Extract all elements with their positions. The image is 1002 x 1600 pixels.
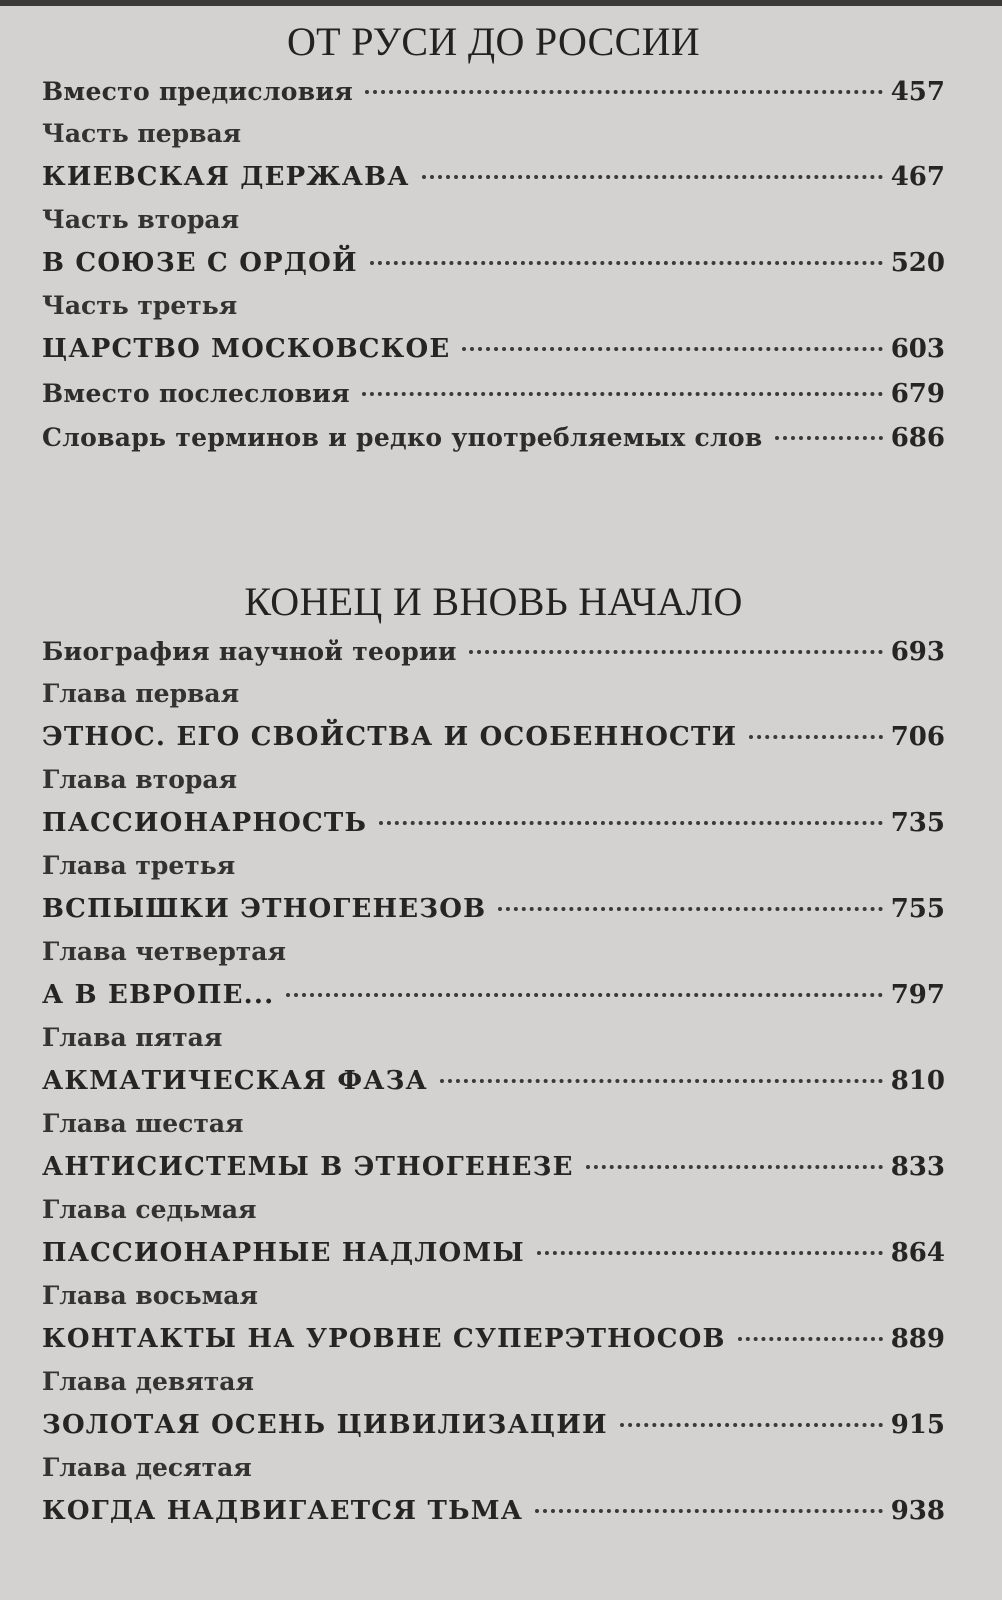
- entry-title: ЦАРСТВО МОСКОВСКОЕ: [42, 334, 451, 364]
- toc-entry[interactable]: [42, 932, 945, 1018]
- entry-label: Глава восьмая: [42, 1281, 258, 1310]
- entry-title: ЭТНОС. ЕГО СВОЙСТВА И ОСОБЕННОСТИ: [42, 722, 738, 752]
- toc-entry[interactable]: [42, 1448, 945, 1534]
- entry-page-number: 603: [890, 334, 945, 364]
- toc-entry[interactable]: [42, 114, 945, 200]
- entry-label: Глава шестая: [42, 1109, 244, 1138]
- dot-leader: [586, 1165, 883, 1169]
- entry-page-number: 457: [890, 77, 945, 107]
- dot-leader: [370, 261, 883, 265]
- entry-label: Глава четвертая: [42, 937, 286, 966]
- entry-label: Глава первая: [42, 679, 240, 708]
- entry-title: ПАССИОНАРНОСТЬ: [42, 808, 368, 838]
- entry-page-number: 889: [890, 1324, 945, 1354]
- entry-label: Глава пятая: [42, 1023, 223, 1052]
- entry-page-number: 693: [890, 637, 945, 667]
- entry-page-number: 706: [890, 722, 945, 752]
- entry-page-number: 679: [890, 379, 945, 409]
- entry-label: Глава третья: [42, 851, 236, 880]
- dot-leader: [286, 993, 882, 997]
- toc-entry[interactable]: [42, 760, 945, 846]
- entry-page-number: 735: [890, 808, 945, 838]
- entry-title: ВСПЫШКИ ЭТНОГЕНЕЗОВ: [42, 894, 487, 924]
- toc-entry[interactable]: [42, 286, 945, 372]
- dot-leader: [440, 1079, 883, 1083]
- entry-label: Глава десятая: [42, 1453, 252, 1482]
- entry-label: Глава седьмая: [42, 1195, 257, 1224]
- entry-label: Часть вторая: [42, 205, 240, 234]
- toc-entry[interactable]: [42, 674, 945, 760]
- dot-leader: [535, 1509, 883, 1513]
- toc-entry[interactable]: [42, 846, 945, 932]
- toc-entry[interactable]: [42, 200, 945, 286]
- dot-leader: [498, 907, 882, 911]
- entry-page-number: 686: [890, 423, 945, 453]
- toc-entry[interactable]: [42, 1362, 945, 1448]
- toc-entry[interactable]: [42, 1276, 945, 1362]
- entry-page-number: 938: [890, 1496, 945, 1526]
- toc-entry[interactable]: [42, 416, 945, 460]
- entry-title: Словарь терминов и редко употребляемых слов: [42, 423, 763, 452]
- entry-label: Глава девятая: [42, 1367, 254, 1396]
- entry-page-number: 833: [890, 1152, 945, 1182]
- entry-title: Вместо послесловия: [42, 379, 350, 408]
- top-rule: [0, 0, 1002, 6]
- entry-title: Биография научной теории: [42, 637, 457, 666]
- dot-leader: [362, 392, 883, 396]
- toc-entry[interactable]: [42, 1104, 945, 1190]
- entry-title: В СОЮЗЕ С ОРДОЙ: [42, 248, 358, 278]
- entry-page-number: 810: [890, 1066, 945, 1096]
- toc-section: [42, 14, 945, 460]
- toc-entry[interactable]: [42, 630, 945, 674]
- toc-entry[interactable]: [42, 1018, 945, 1104]
- dot-leader: [749, 735, 882, 739]
- entry-title: Вместо предисловия: [42, 77, 354, 106]
- entry-title: ЗОЛОТАЯ ОСЕНЬ ЦИВИЛИЗАЦИИ: [42, 1410, 608, 1440]
- entry-title: КОГДА НАДВИГАЕТСЯ ТЬМА: [42, 1496, 524, 1526]
- dot-leader: [775, 436, 883, 440]
- entry-title: А В ЕВРОПЕ...: [42, 980, 275, 1010]
- entry-page-number: 467: [890, 162, 945, 192]
- entry-title: ПАССИОНАРНЫЕ НАДЛОМЫ: [42, 1238, 525, 1268]
- toc-entry[interactable]: [42, 70, 945, 114]
- dot-leader: [365, 90, 883, 94]
- dot-leader: [422, 175, 883, 179]
- toc-entry[interactable]: [42, 372, 945, 416]
- entry-page-number: 864: [890, 1238, 945, 1268]
- entry-label: Часть первая: [42, 119, 242, 148]
- entry-label: Часть третья: [42, 291, 238, 320]
- entry-title: КОНТАКТЫ НА УРОВНЕ СУПЕРЭТНОСОВ: [42, 1324, 726, 1354]
- entry-label: Глава вторая: [42, 765, 238, 794]
- entry-page-number: 755: [890, 894, 945, 924]
- section-title: КОНЕЦ И ВНОВЬ НАЧАЛО: [244, 579, 743, 624]
- section-title: ОТ РУСИ ДО РОССИИ: [287, 19, 700, 64]
- entry-title: АКМАТИЧЕСКАЯ ФАЗА: [42, 1066, 428, 1096]
- toc-entry[interactable]: [42, 1190, 945, 1276]
- entry-title: АНТИСИСТЕМЫ В ЭТНОГЕНЕЗЕ: [42, 1152, 574, 1182]
- entry-page-number: 915: [890, 1410, 945, 1440]
- entry-title: КИЕВСКАЯ ДЕРЖАВА: [42, 162, 410, 192]
- dot-leader: [537, 1251, 883, 1255]
- entry-page-number: 520: [890, 248, 945, 278]
- dot-leader: [738, 1337, 883, 1341]
- dot-leader: [469, 650, 883, 654]
- dot-leader: [379, 821, 883, 825]
- entry-page-number: 797: [890, 980, 945, 1010]
- dot-leader: [620, 1423, 883, 1427]
- toc-section: [42, 574, 945, 1534]
- dot-leader: [462, 347, 882, 351]
